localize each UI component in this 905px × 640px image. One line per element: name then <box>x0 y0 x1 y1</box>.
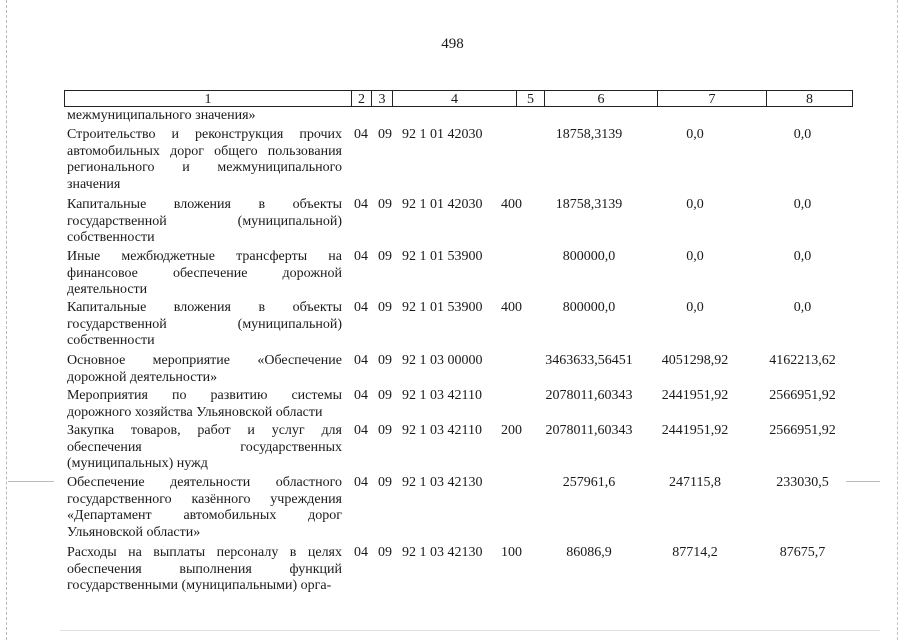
row-amount-col6: 800000,0 <box>562 300 616 315</box>
row-amount-col8: 0,0 <box>793 300 812 315</box>
row-target-article: 92 1 01 42030 <box>402 197 483 212</box>
row-subsection-code: 09 <box>378 545 392 560</box>
header-col-5: 5 <box>517 91 545 106</box>
row-amount-col8: 0,0 <box>793 249 812 264</box>
row-name: Капитальные вложения в объекты государственной (муниципальной) собственности <box>67 300 342 348</box>
scan-noise-mark <box>60 630 880 631</box>
row-amount-col8: 233030,5 <box>776 475 829 490</box>
row-amount-col8: 0,0 <box>793 197 812 212</box>
row-section-code: 04 <box>354 127 368 142</box>
row-expense-type: 400 <box>501 197 522 212</box>
row-subsection-code: 09 <box>378 197 392 212</box>
row-target-article: 92 1 03 42110 <box>402 423 482 438</box>
row-target-article: 92 1 03 42110 <box>402 388 482 403</box>
row-subsection-code: 09 <box>378 300 392 315</box>
row-section-code: 04 <box>354 423 368 438</box>
row-amount-col7: 87714,2 <box>672 545 718 560</box>
row-name: Обеспечение деятельности областного государственного казённого учреждения «Департамент автомобильных дорог Ульяновской области» <box>67 475 342 540</box>
row-subsection-code: 09 <box>378 388 392 403</box>
row-amount-col7: 4051298,92 <box>661 353 729 368</box>
row-amount-col6: 18758,3139 <box>555 197 623 212</box>
row-expense-type: 400 <box>501 300 522 315</box>
row-amount-col6: 18758,3139 <box>555 127 623 142</box>
row-target-article: 92 1 01 53900 <box>402 300 483 315</box>
row-name: Строительство и реконструкция прочих автомобильных дорог общего пользования регионального и межмуниципального значения <box>67 127 342 192</box>
row-section-code: 04 <box>354 545 368 560</box>
header-col-3: 3 <box>372 91 393 106</box>
header-col-8: 8 <box>806 92 813 107</box>
row-subsection-code: 09 <box>378 249 392 264</box>
row-section-code: 04 <box>354 197 368 212</box>
scan-noise-mark <box>8 481 54 482</box>
row-subsection-code: 09 <box>378 353 392 368</box>
row-target-article: 92 1 01 53900 <box>402 249 483 264</box>
row-amount-col8: 87675,7 <box>779 545 826 560</box>
row-amount-col7: 0,0 <box>686 197 704 212</box>
row-amount-col6: 3463633,56451 <box>545 353 633 368</box>
row-target-article: 92 1 03 42130 <box>402 545 483 560</box>
row-amount-col7: 247115,8 <box>669 475 721 490</box>
row-amount-col8: 2566951,92 <box>769 388 836 403</box>
header-col-6: 6 <box>545 91 658 106</box>
row-name: Расходы на выплаты персоналу в целях обеспечения выполнения функций государственными (муниципальными) орга- <box>67 545 342 593</box>
row-amount-col7: 0,0 <box>686 300 704 315</box>
scan-page-edge-right <box>897 0 899 640</box>
row-amount-col7: 2441951,92 <box>661 423 729 438</box>
row-amount-col8: 4162213,62 <box>769 353 836 368</box>
header-col-4: 4 <box>393 91 517 106</box>
row-name: Капитальные вложения в объекты государственной (муниципальной) собственности <box>67 197 342 245</box>
header-col-7: 7 <box>658 91 767 106</box>
row-expense-type: 200 <box>501 423 522 438</box>
header-col-1: 1 <box>65 91 352 106</box>
row-section-code: 04 <box>354 475 368 490</box>
row-amount-col6: 800000,0 <box>562 249 616 264</box>
row-subsection-code: 09 <box>378 475 392 490</box>
row-amount-col6: 257961,6 <box>562 475 616 490</box>
row-name: Мероприятия по развитию системы дорожного хозяйства Ульяновской области <box>67 388 342 420</box>
row-amount-col7: 0,0 <box>686 249 704 264</box>
row-target-article: 92 1 03 42130 <box>402 475 483 490</box>
row-section-code: 04 <box>354 300 368 315</box>
row-amount-col8: 2566951,92 <box>769 423 836 438</box>
row-section-code: 04 <box>354 353 368 368</box>
row-name: Закупка товаров, работ и услуг для обеспечения государственных (муниципальных) нужд <box>67 423 342 471</box>
row-subsection-code: 09 <box>378 127 392 142</box>
table-header-row <box>64 90 853 107</box>
row-name: Основное мероприятие «Обеспечение дорожной деятельности» <box>67 353 342 385</box>
scan-noise-mark <box>846 481 880 482</box>
row-amount-col7: 0,0 <box>686 127 704 142</box>
header-col-2: 2 <box>352 91 372 106</box>
row-amount-col6: 2078011,60343 <box>545 423 633 438</box>
page-number: 498 <box>441 36 464 52</box>
row-name: Иные межбюджетные трансферты на финансовое обеспечение дорожной деятельности <box>67 249 342 297</box>
row-subsection-code: 09 <box>378 423 392 438</box>
row-amount-col6: 2078011,60343 <box>545 388 633 403</box>
continuation-text: межмуниципального значения» <box>67 108 256 123</box>
row-section-code: 04 <box>354 388 368 403</box>
row-amount-col7: 2441951,92 <box>661 388 729 403</box>
scan-page-edge-left <box>6 0 8 640</box>
row-section-code: 04 <box>354 249 368 264</box>
row-amount-col6: 86086,9 <box>566 545 612 560</box>
row-amount-col8: 0,0 <box>793 127 812 142</box>
row-target-article: 92 1 01 42030 <box>402 127 483 142</box>
row-expense-type: 100 <box>501 545 522 560</box>
row-target-article: 92 1 03 00000 <box>402 353 483 368</box>
